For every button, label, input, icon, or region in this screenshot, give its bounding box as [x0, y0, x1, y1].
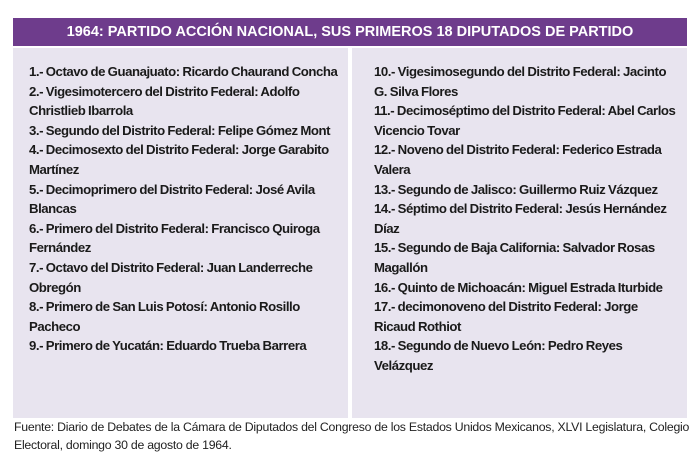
list-item: 2.- Vigesimotercero del Distrito Federal: Adolfo Christlieb Ibarrola — [29, 83, 300, 119]
list-item: 1.- Octavo de Guanajuato: Ricardo Chaurand Concha — [29, 64, 338, 79]
list-item: 16.- Quinto de Michoacán: Miguel Estrada Iturbide — [374, 279, 663, 295]
list-item: 12.- Noveno del Distrito Federal: Federico Estrada Valera — [374, 142, 662, 177]
list-item: 14.- Séptimo del Distrito Federal: Jesús Hernández Díaz — [374, 201, 667, 236]
list-item: 5.- Decimoprimero del Distrito Federal: José Avila Blancas — [29, 181, 315, 217]
list-item: 11.- Decimoséptimo del Distrito Federal: Abel Carlos Vicencio Tovar — [374, 103, 676, 138]
table-body — [13, 48, 687, 418]
list-item: 17.- decimonoveno del Distrito Federal: Jorge Ricaud Rothiot — [374, 299, 638, 334]
right-column — [352, 48, 687, 418]
table-title: 1964: PARTIDO ACCIÓN NACIONAL, SUS PRIMEROS 18 DIPUTADOS DE PARTIDO — [13, 18, 687, 46]
list-item: 6.- Primero del Distrito Federal: Francisco Quiroga Fernández — [29, 220, 320, 256]
list-item: 8.- Primero de San Luis Potosí: Antonio Rosillo Pacheco — [29, 299, 300, 334]
source-footnote: Fuente: Diario de Debates de la Cámara de Diputados del Congreso de los Estados Unidos Mexicanos, XLVI Legislatura, Colegio Electoral, domingo 30 de agosto de 1964. — [14, 420, 690, 452]
list-item: 4.- Decimosexto del Distrito Federal: Jorge Garabito Martínez — [29, 142, 329, 177]
list-item: 15.- Segundo de Baja California: Salvador Rosas Magallón — [374, 240, 655, 275]
list-item: 10.- Vigesimosegundo del Distrito Federal: Jacinto G. Silva Flores — [374, 64, 667, 99]
list-item: 7.- Octavo del Distrito Federal: Juan Landerreche Obregón — [29, 259, 313, 295]
list-item: 13.- Segundo de Jalisco: Guillermo Ruiz Vázquez — [374, 181, 658, 197]
list-item: 3.- Segundo del Distrito Federal: Felipe Gómez Mont — [29, 122, 331, 138]
list-item: 9.- Primero de Yucatán: Eduardo Trueba Barrera — [29, 338, 307, 354]
left-column — [13, 48, 348, 418]
deputies-table — [13, 18, 687, 418]
list-item: 18.- Segundo de Nuevo León: Pedro Reyes Velázquez — [374, 338, 623, 373]
